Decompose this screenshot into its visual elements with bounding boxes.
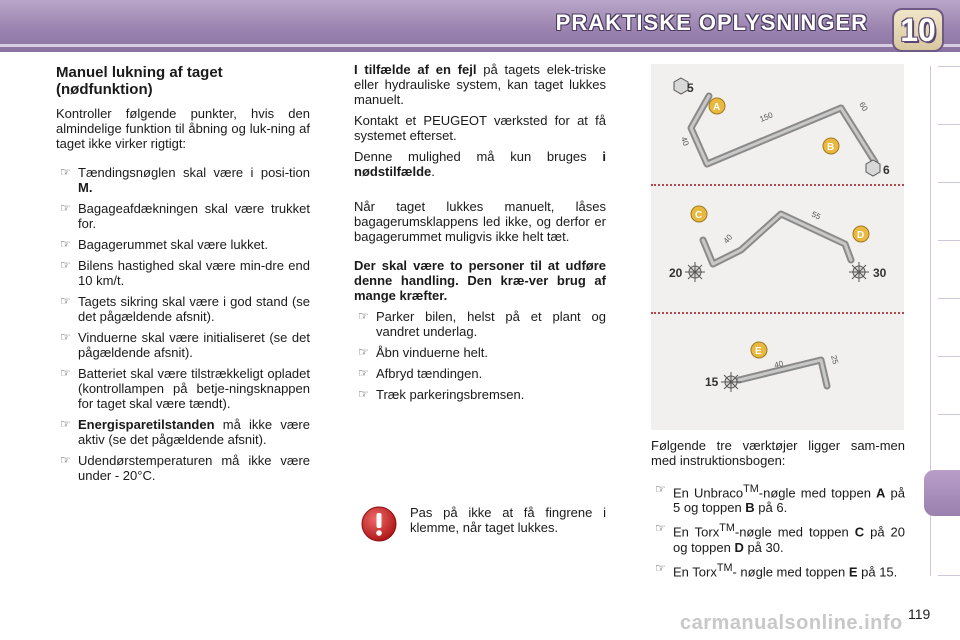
two-persons-heading: Der skal være to personer til at udføre denne handling. Den kræ-ver brug af mange kræfter. [354,258,606,303]
lock-paragraph: Når taget lukkes manuelt, låses bagagerumsklappens led ikke, og derfor er bagagerummet muligvis ikke helt tæt. [354,199,606,244]
fault-paragraph: I tilfælde af en fejl på tagets elek-triske eller hydrauliske system, kan taget lukkes manuelt. [354,62,606,107]
pointer-hand-icon: ☞ [60,417,71,431]
key-drawings [651,64,904,430]
list-item: ☞ En Torx™-nøgle med toppen C på 20 og toppen D på 30. [655,521,905,555]
pointer-hand-icon: ☞ [60,237,71,251]
pointer-hand-icon: ☞ [655,560,666,575]
list-item: ☞ Bagagerummet skal være lukket. [60,237,269,252]
tab-divider [938,298,960,299]
svg-text:C: C [695,210,703,221]
torx-key-e [705,342,840,392]
list-item: ☞ Afbryd tændingen. [358,366,483,381]
illustration-divider [651,184,904,186]
tab-divider [938,240,960,241]
steps-list [354,309,606,402]
page-title: PRAKTISKE OPLYSNINGER [555,10,868,35]
svg-text:B: B [827,142,835,153]
header-divider [0,44,960,47]
list-item: ☞ Batteriet skal være tilstrækkeligt opladet (kontrollampen på betje-ningsknappen for taget skal være tændt). [60,366,310,411]
size-6-label: 6 [883,163,890,177]
pointer-hand-icon: ☞ [655,482,666,496]
pointer-hand-icon: ☞ [358,387,369,401]
section-heading: Manuel lukning af taget (nødfunktion) [56,64,223,98]
pointer-hand-icon: ☞ [60,330,71,344]
warning-icon [360,505,398,543]
list-item: ☞ Bagageafdækningen skal være trukket for. [60,201,310,231]
pointer-hand-icon: ☞ [60,453,71,467]
checklist [56,165,310,483]
pointer-hand-icon: ☞ [358,345,369,359]
pointer-hand-icon: ☞ [60,366,71,380]
svg-text:55: 55 [810,209,823,222]
chapter-badge[interactable]: 10 [892,8,944,52]
pointer-hand-icon: ☞ [60,294,71,308]
svg-text:25: 25 [829,354,841,366]
column-left [56,64,310,489]
list-item: ☞ Bilens hastighed skal være min-dre end 10 km/t. [60,258,310,288]
list-item: ☞ Tagets sikring skal være i god stand (se det pågældende afsnit). [60,294,310,324]
svg-text:40: 40 [773,359,785,370]
torx-15-icon [721,372,741,392]
active-chapter-tab[interactable] [924,470,960,516]
svg-text:40: 40 [721,232,735,246]
list-item: ☞ Åbn vinduerne helt. [358,345,489,360]
pointer-hand-icon: ☞ [60,201,71,215]
size-5-label: 5 [687,81,694,95]
svg-text:150: 150 [758,110,775,124]
pointer-hand-icon: ☞ [358,309,369,323]
tab-divider [938,414,960,415]
list-item: ☞ Udendørstemperaturen må ikke være under - 20°C. [60,453,310,483]
watermark: carmanualsonline.info [680,612,903,634]
tools-illustration [651,64,904,430]
hex-5-icon [674,78,688,94]
list-item: ☞ En Torx™- nøgle med toppen E på 15. [655,560,898,579]
list-item: ☞ Parker bilen, helst på et plant og vandret underlag. [358,309,606,339]
svg-text:D: D [857,230,865,241]
warning-text: Pas på ikke at få fingrene i klemme, når taget lukkes. [410,505,606,535]
torx-key-cd [669,206,887,282]
size-20-label: 20 [669,266,683,280]
list-item: ☞ Energisparetilstanden må ikke være aktiv (se det pågældende afsnit). [60,417,310,447]
tab-divider [938,66,960,67]
torx-20-icon [685,262,705,282]
pointer-hand-icon: ☞ [358,366,369,380]
page-header [0,0,960,52]
svg-text:60: 60 [857,100,870,113]
pointer-hand-icon: ☞ [655,521,666,536]
tab-divider [938,575,960,576]
list-item: ☞ Tændingsnøglen skal være i posi-tion M. [60,165,310,195]
tab-divider [938,356,960,357]
hex-6-icon [866,160,880,176]
intro-paragraph: Kontroller følgende punkter, hvis den almindelige funktion til åbning og luk-ning af taget ikke virker rigtigt: [56,106,310,151]
size-30-label: 30 [873,266,887,280]
illustration-divider [651,312,904,314]
pointer-hand-icon: ☞ [60,165,71,179]
svg-text:40: 40 [679,135,691,148]
column-middle [354,62,606,408]
tools-list [651,482,905,579]
unbraco-key [674,78,890,177]
page-number: 119 [908,606,931,622]
svg-text:A: A [713,102,721,113]
list-item: ☞ Vinduerne skal være initialiseret (se det pågældende afsnit). [60,330,310,360]
list-item: ☞ Træk parkeringsbremsen. [358,387,525,402]
torx-30-icon [849,262,869,282]
size-15-label: 15 [705,375,719,389]
column-right [651,438,905,585]
emergency-paragraph: Denne mulighed må kun bruges i nødstilfælde. [354,149,606,179]
list-item: ☞ En Unbraco™-nøgle med toppen A på 5 og toppen B på 6. [655,482,905,516]
svg-text:E: E [755,346,762,357]
tab-divider [938,182,960,183]
tools-intro: Følgende tre værktøjer ligger sam-men med instruktionsbogen: [651,438,905,468]
pointer-hand-icon: ☞ [60,258,71,272]
tab-divider [938,124,960,125]
workshop-paragraph: Kontakt et PEUGEOT værksted for at få systemet efterset. [354,113,606,143]
